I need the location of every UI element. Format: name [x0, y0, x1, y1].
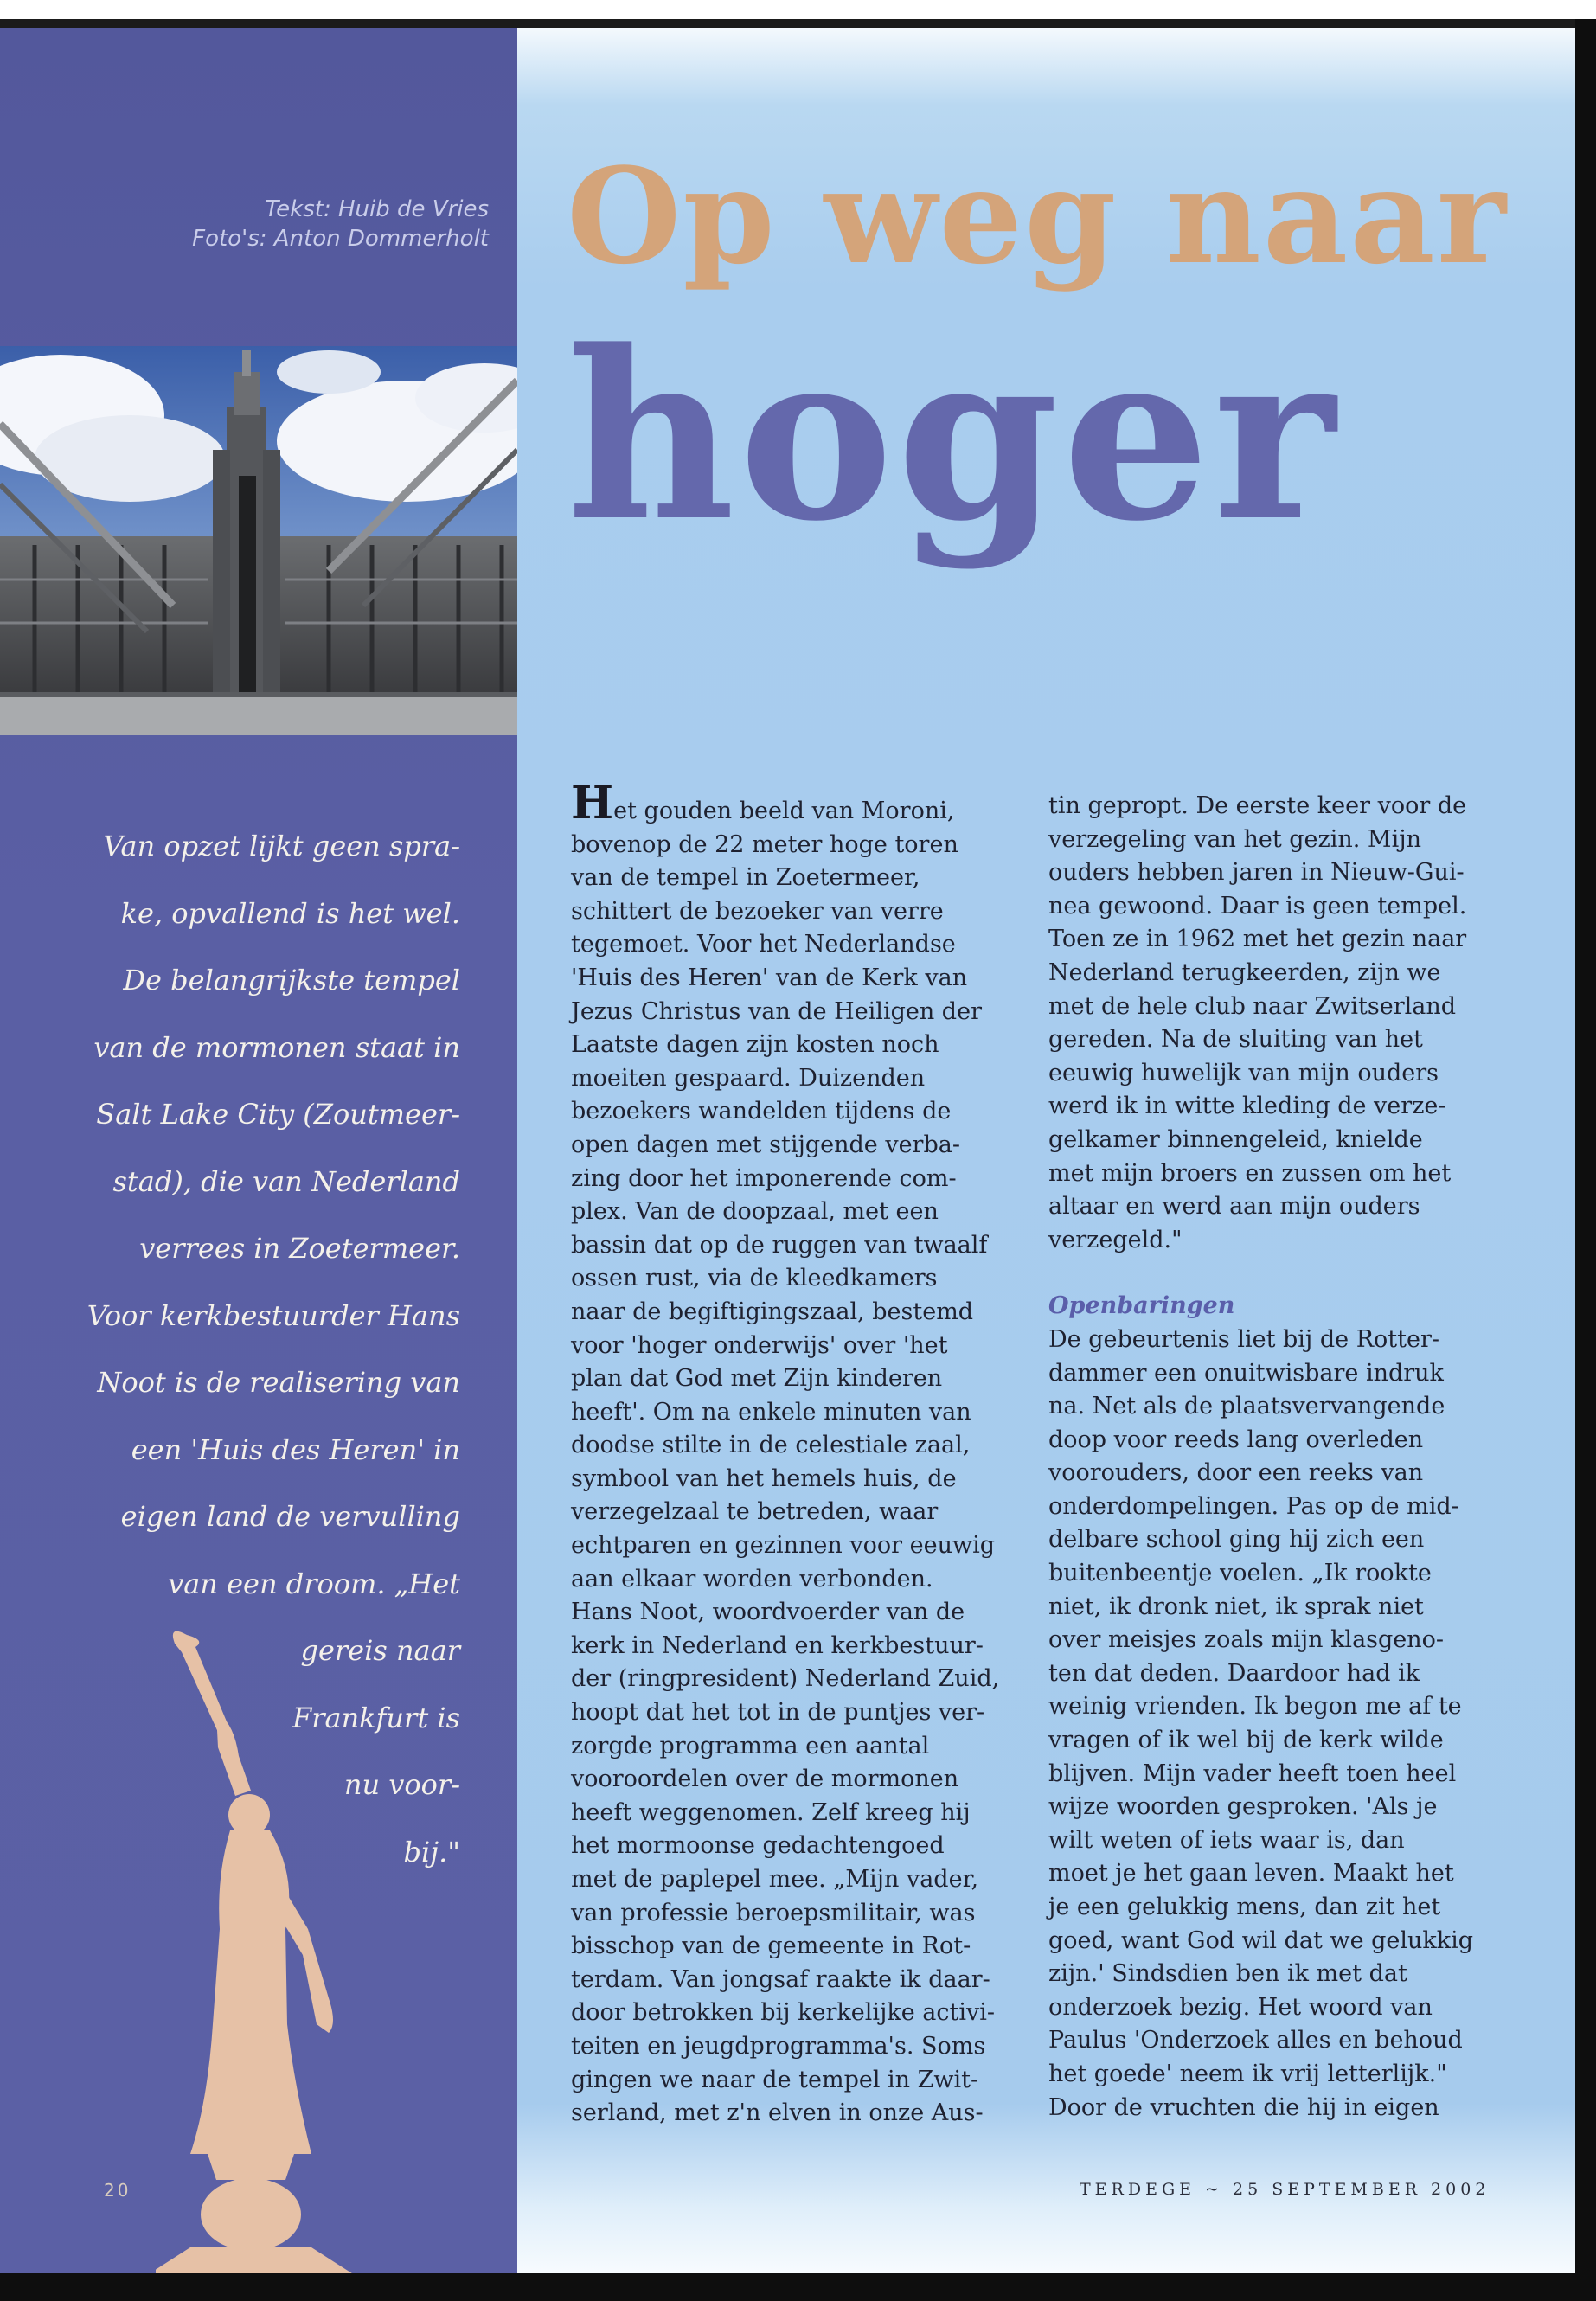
article-line: Toen ze in 1962 met het gezin naar: [1048, 926, 1467, 953]
article-line: [571, 777, 1021, 830]
article-line: De gebeurtenis liet bij de Rotter-: [1048, 1325, 1440, 1353]
article-line: serland, met z'n elven in onze Aus-: [571, 2099, 984, 2127]
article-line: na. Net als de plaatsvervangende: [1048, 1393, 1445, 1420]
article-line: bezoekers wandelden tijdens de: [571, 1098, 952, 1125]
article-line: hoopt dat het tot in de puntjes ver-: [571, 1699, 985, 1727]
pull-quote-line: De belangrijkste tempel: [123, 964, 460, 997]
title-line-1: Op weg naar: [567, 138, 1508, 293]
article-line: plan dat God met Zijn kinderen: [571, 1365, 943, 1393]
article-line: bassin dat op de ruggen van twaalf: [571, 1231, 988, 1259]
article-line: met de hele club naar Zwitserland: [1048, 992, 1457, 1020]
article-line: eeuwig huwelijk van mijn ouders: [1048, 1059, 1439, 1086]
article-line-text: et gouden beeld van Moroni,: [613, 798, 955, 824]
drop-cap: H: [571, 777, 614, 830]
article-line: ten dat deden. Daardoor had ik: [1048, 1659, 1420, 1687]
article-line: 'Huis des Heren' van de Kerk van: [571, 964, 968, 991]
article-line: naar de begiftigingszaal, bestemd: [571, 1298, 974, 1325]
article-line: gereden. Na de sluiting van het: [1048, 1026, 1423, 1054]
article-line: tin gepropt. De eerste keer voor de: [1048, 792, 1467, 819]
article-line: ouders hebben jaren in Nieuw-Gui-: [1048, 859, 1465, 887]
article-line: Laatste dagen zijn kosten noch: [571, 1031, 939, 1059]
scan-top-border: [0, 19, 1596, 28]
pull-quote-line: Van opzet lijkt geen spra-: [103, 830, 460, 862]
article-line: van de tempel in Zoetermeer,: [571, 864, 920, 892]
credits: [104, 195, 489, 253]
article-line: heeft weggenomen. Zelf kreeg hij: [571, 1798, 971, 1826]
article-line: altaar en werd aan mijn ouders: [1048, 1193, 1420, 1221]
article-line: voor 'hoger onderwijs' over 'het: [571, 1331, 948, 1359]
article-line: wijze woorden gesproken. 'Als je: [1048, 1793, 1438, 1821]
article-line: teiten en jeugdprogramma's. Soms: [571, 2032, 986, 2060]
article-line: terdam. Van jongsaf raakte ik daar-: [571, 1965, 990, 1993]
article-line: Hans Noot, woordvoerder van de: [571, 1599, 965, 1626]
article-line: zing door het imponerende com-: [571, 1164, 957, 1192]
article-line: nea gewoond. Daar is geen tempel.: [1048, 892, 1467, 920]
article-line: niet, ik dronk niet, ik sprak niet: [1048, 1593, 1424, 1620]
article-line: zijn.' Sindsdien ben ik met dat: [1048, 1960, 1407, 1988]
pull-quote-line: eigen land de vervulling: [120, 1500, 460, 1533]
article-line: Door de vruchten die hij in eigen: [1048, 2093, 1439, 2121]
article-line: open dagen met stijgende verba-: [571, 1131, 960, 1158]
article-line: van professie beroepsmilitair, was: [571, 1899, 976, 1926]
title-line-2: hoger: [567, 300, 1339, 573]
temple-photo: [0, 346, 517, 735]
pull-quote-line: verrees in Zoetermeer.: [139, 1232, 460, 1265]
article-line: ossen rust, via de kleedkamers: [571, 1265, 938, 1292]
article-line: met de paplepel mee. „Mijn vader,: [571, 1866, 979, 1893]
pull-quote-line: stad), die van Nederland: [112, 1164, 460, 1198]
article-column-2: [1048, 790, 1498, 2125]
article-line: werd ik in witte kleding de verze-: [1048, 1093, 1446, 1120]
article-line: weinig vrienden. Ik begon me af te: [1048, 1693, 1462, 1721]
credit-text: Tekst: Huib de Vries: [265, 196, 489, 222]
article-line: symbool van het hemels huis, de: [571, 1465, 957, 1492]
pull-quote-line: een 'Huis des Heren' in: [131, 1433, 460, 1466]
article-line: wilt weten of iets waar is, dan: [1048, 1826, 1405, 1854]
article-line: blijven. Mijn vader heeft toen heel: [1048, 1759, 1457, 1787]
scan-right-border: [1575, 19, 1596, 2301]
article-line: aan elkaar worden verbonden.: [571, 1565, 933, 1593]
article-line: moet je het gaan leven. Maakt het: [1048, 1860, 1454, 1888]
article-line: door betrokken bij kerkelijke activi-: [571, 1999, 995, 2027]
article-line: vragen of ik wel bij de kerk wilde: [1048, 1727, 1444, 1754]
article-line: met mijn broers en zussen om het: [1048, 1159, 1452, 1187]
article-line: verzegeling van het gezin. Mijn: [1048, 825, 1421, 853]
article-line: Jezus Christus van de Heiligen der: [571, 997, 982, 1025]
article-line: verzegelzaal te betreden, waar: [571, 1498, 939, 1526]
article-line: Nederland terugkeerden, zijn we: [1048, 958, 1441, 986]
article-line: heeft'. Om na enkele minuten van: [571, 1398, 971, 1426]
article-line: vooroordelen over de mormonen: [571, 1766, 959, 1793]
article-line: bisschop van de gemeente in Rot-: [571, 1932, 971, 1960]
article-line: schittert de bezoeker van verre: [571, 897, 944, 925]
article-line: echtparen en gezinnen voor eeuwig: [571, 1532, 996, 1560]
pull-quote-line: Salt Lake City (Zoutmeer-: [96, 1098, 460, 1131]
article-line: het goede' neem ik vrij letterlijk.": [1048, 2060, 1447, 2087]
article-line: bovenop de 22 meter hoge toren: [571, 830, 958, 858]
article-line: delbare school ging hij zich een: [1048, 1526, 1425, 1554]
pull-quote-line: bij.": [403, 1835, 460, 1868]
article-line: dammer een onuitwisbare indruk: [1048, 1359, 1444, 1387]
page-number: 20: [104, 2180, 131, 2201]
article-line: gelkamer binnengeleid, knielde: [1048, 1125, 1423, 1153]
pull-quote-line: van de mormonen staat in: [93, 1030, 460, 1064]
pull-quote-line: ke, opvallend is het wel.: [120, 896, 460, 930]
article-line: Paulus 'Onderzoek alles en behoud: [1048, 2027, 1463, 2054]
pull-quote-line: Voor kerkbestuurder Hans: [87, 1298, 460, 1332]
article-line: der (ringpresident) Nederland Zuid,: [571, 1665, 1000, 1693]
credit-photo: Foto's: Anton Dommerholt: [192, 226, 489, 252]
pull-quote-line: van een droom. „Het: [168, 1567, 460, 1600]
pull-quote-line: Frankfurt is: [292, 1701, 460, 1734]
article-line: verzegeld.": [1048, 1226, 1183, 1253]
article-line: je een gelukkig mens, dan zit het: [1048, 1894, 1441, 1920]
article-column-1: [571, 777, 1021, 2131]
article-line: tegemoet. Voor het Nederlandse: [571, 931, 956, 958]
article-line: over meisjes zoals mijn klasgeno-: [1048, 1626, 1445, 1654]
article-line: doop voor reeds lang overleden: [1048, 1426, 1424, 1453]
article-line: goed, want God wil dat we gelukkig: [1048, 1926, 1474, 1954]
article-line: buitenbeentje voelen. „Ik rookte: [1048, 1560, 1432, 1587]
pull-quote-line: gereis naar: [300, 1634, 460, 1667]
angel-moroni-silhouette: [156, 1618, 381, 2275]
article-line: onderdompelingen. Pas op de mid-: [1048, 1492, 1459, 1520]
footer-publication: TERDEGE ~ 25 SEPTEMBER 2002: [1080, 2180, 1490, 2199]
scan-bottom-border: [0, 2273, 1596, 2301]
article-line: kerk in Nederland en kerkbestuur-: [571, 1631, 984, 1659]
pull-quote-line: nu voor-: [343, 1768, 460, 1801]
article-line: zorgde programma een aantal: [571, 1732, 930, 1759]
article-line: plex. Van de doopzaal, met een: [571, 1198, 939, 1226]
article-line: het mormoonse gedachtengoed: [571, 1832, 945, 1860]
article-line: onderzoek bezig. Het woord van: [1048, 1993, 1433, 2021]
article-line: doodse stilte in de celestiale zaal,: [571, 1432, 971, 1459]
subheading: Openbaringen: [1048, 1292, 1235, 1320]
article-line: gingen we naar de tempel in Zwit-: [571, 2066, 979, 2093]
article-line: moeiten gespaard. Duizenden: [571, 1064, 926, 1092]
pull-quote-line: Noot is de realisering van: [97, 1366, 460, 1399]
article-line: voorouders, door een reeks van: [1048, 1459, 1424, 1487]
